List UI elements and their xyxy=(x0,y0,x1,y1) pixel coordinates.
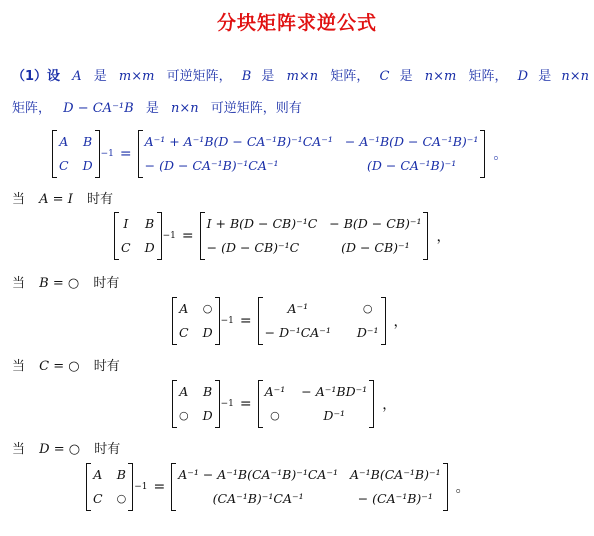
matrix-cell: (D − CA⁻¹B)⁻¹ xyxy=(367,158,457,173)
matrix-cell: D xyxy=(202,325,213,340)
rhs-matrix xyxy=(200,212,429,260)
math-symbol: m×m xyxy=(118,69,155,84)
intro-line-1 xyxy=(12,65,594,84)
matrix-cell: − (D − CB)⁻¹C xyxy=(206,240,300,255)
inverse-exponent: −1 xyxy=(220,399,234,409)
intro-text: 是 xyxy=(93,69,107,84)
intro-text: 可逆矩阵，则有 xyxy=(210,101,302,116)
matrix-cell: C xyxy=(121,240,131,255)
intro-text: 可逆矩阵， xyxy=(166,69,232,84)
equals-sign: = xyxy=(181,228,194,244)
matrix-cell: ○ xyxy=(270,409,280,422)
math-symbol: D xyxy=(517,69,529,84)
matrix-cell: A⁻¹ xyxy=(264,384,286,399)
rhs-matrix xyxy=(138,130,486,178)
case-condition: D = ○ xyxy=(39,442,81,457)
math-symbol: m×n xyxy=(286,69,319,84)
case-d-label xyxy=(12,438,120,457)
case-text: 当 xyxy=(12,442,26,457)
equals-sign: = xyxy=(119,146,132,162)
matrix-cell: − A⁻¹B(D − CA⁻¹B)⁻¹ xyxy=(344,134,479,149)
inverse-exponent: −1 xyxy=(134,482,148,492)
matrix-cell: A xyxy=(59,134,69,149)
intro-text: 矩阵， xyxy=(468,69,508,84)
intro-text: 是 xyxy=(145,101,159,116)
inverse-exponent: −1 xyxy=(100,149,114,159)
matrix-cell: − D⁻¹CA⁻¹ xyxy=(264,325,331,340)
matrix-cell: (D − CB)⁻¹ xyxy=(341,240,410,255)
matrix-cell: B xyxy=(83,134,93,149)
case-text: 时有 xyxy=(86,192,113,207)
math-expression: D − CA⁻¹B xyxy=(63,101,134,116)
matrix-cell: D⁻¹ xyxy=(323,408,346,423)
intro-text: （1）设 xyxy=(12,69,61,84)
case-c-formula xyxy=(172,380,396,428)
lhs-matrix xyxy=(172,297,220,345)
matrix-cell: − (CA⁻¹B)⁻¹ xyxy=(357,491,433,506)
punctuation: 。 xyxy=(455,480,470,496)
math-symbol: n×n xyxy=(171,101,199,116)
punctuation: ， xyxy=(393,314,408,330)
case-a-formula xyxy=(114,212,450,260)
matrix-cell: I xyxy=(123,216,129,231)
lhs-matrix xyxy=(114,212,162,260)
matrix-cell: A xyxy=(179,384,189,399)
rhs-matrix xyxy=(258,297,386,345)
inverse-exponent: −1 xyxy=(162,231,176,241)
matrix-cell: − (D − CA⁻¹B)⁻¹CA⁻¹ xyxy=(144,158,279,173)
matrix-cell: C xyxy=(59,158,69,173)
lhs-matrix xyxy=(86,463,133,511)
case-text: 时有 xyxy=(93,359,120,374)
inverse-exponent: −1 xyxy=(220,316,234,326)
matrix-cell: A⁻¹ + A⁻¹B(D − CA⁻¹B)⁻¹CA⁻¹ xyxy=(144,134,333,149)
math-symbol: n×n xyxy=(561,69,589,84)
page-title: 分块矩阵求逆公式 xyxy=(216,12,377,34)
case-text: 时有 xyxy=(93,276,120,291)
case-condition: A = I xyxy=(39,192,73,207)
intro-text: 是 xyxy=(399,69,413,84)
punctuation: ， xyxy=(436,229,451,245)
matrix-cell: D xyxy=(202,408,213,423)
matrix-cell: A⁻¹B(CA⁻¹B)⁻¹ xyxy=(350,467,441,482)
matrix-cell: A xyxy=(179,301,189,316)
matrix-cell: A⁻¹ xyxy=(287,301,309,316)
lhs-matrix xyxy=(172,380,220,428)
matrix-cell: (CA⁻¹B)⁻¹CA⁻¹ xyxy=(212,491,304,506)
math-symbol: A xyxy=(72,69,82,84)
matrix-cell: B xyxy=(116,467,126,482)
math-symbol: B xyxy=(241,69,252,84)
matrix-cell: I + B(D − CB)⁻¹C xyxy=(206,216,318,231)
intro-line-2 xyxy=(12,97,302,116)
case-a-label xyxy=(12,188,113,207)
case-text: 当 xyxy=(12,359,26,374)
punctuation: 。 xyxy=(493,147,508,163)
equals-sign: = xyxy=(153,479,166,495)
case-text: 当 xyxy=(12,276,26,291)
rhs-matrix xyxy=(171,463,447,511)
matrix-cell: ○ xyxy=(116,492,127,505)
intro-text: 矩阵， xyxy=(12,101,52,116)
matrix-cell: B xyxy=(203,384,213,399)
matrix-cell: − A⁻¹BD⁻¹ xyxy=(301,384,368,399)
intro-text: 矩阵， xyxy=(330,69,370,84)
rhs-matrix xyxy=(258,380,375,428)
matrix-cell: D xyxy=(144,240,155,255)
case-c-label xyxy=(12,355,120,374)
case-text: 时有 xyxy=(94,442,121,457)
matrix-cell: C xyxy=(179,325,189,340)
case-condition: B = ○ xyxy=(39,276,80,291)
matrix-cell: A xyxy=(93,467,103,482)
case-d-formula xyxy=(86,463,470,511)
intro-text: 是 xyxy=(538,69,552,84)
matrix-cell: A⁻¹ − A⁻¹B(CA⁻¹B)⁻¹CA⁻¹ xyxy=(178,467,339,482)
matrix-cell: B xyxy=(145,216,155,231)
equals-sign: = xyxy=(239,396,252,412)
case-b-label xyxy=(12,272,119,291)
matrix-cell: ○ xyxy=(179,409,189,422)
punctuation: ， xyxy=(382,397,397,413)
math-symbol: C xyxy=(379,69,390,84)
matrix-cell: D⁻¹ xyxy=(356,325,379,340)
matrix-cell: ○ xyxy=(202,302,213,315)
case-condition: C = ○ xyxy=(39,359,80,374)
matrix-cell: C xyxy=(93,491,103,506)
matrix-cell: D xyxy=(82,158,93,173)
math-symbol: n×m xyxy=(424,69,457,84)
matrix-cell: ○ xyxy=(362,302,373,315)
lhs-matrix xyxy=(52,130,100,178)
general-formula xyxy=(52,130,507,178)
case-b-formula xyxy=(172,297,408,345)
equals-sign: = xyxy=(239,313,252,329)
intro-text: 是 xyxy=(261,69,275,84)
matrix-cell: − B(D − CB)⁻¹ xyxy=(329,216,422,231)
case-text: 当 xyxy=(12,192,26,207)
